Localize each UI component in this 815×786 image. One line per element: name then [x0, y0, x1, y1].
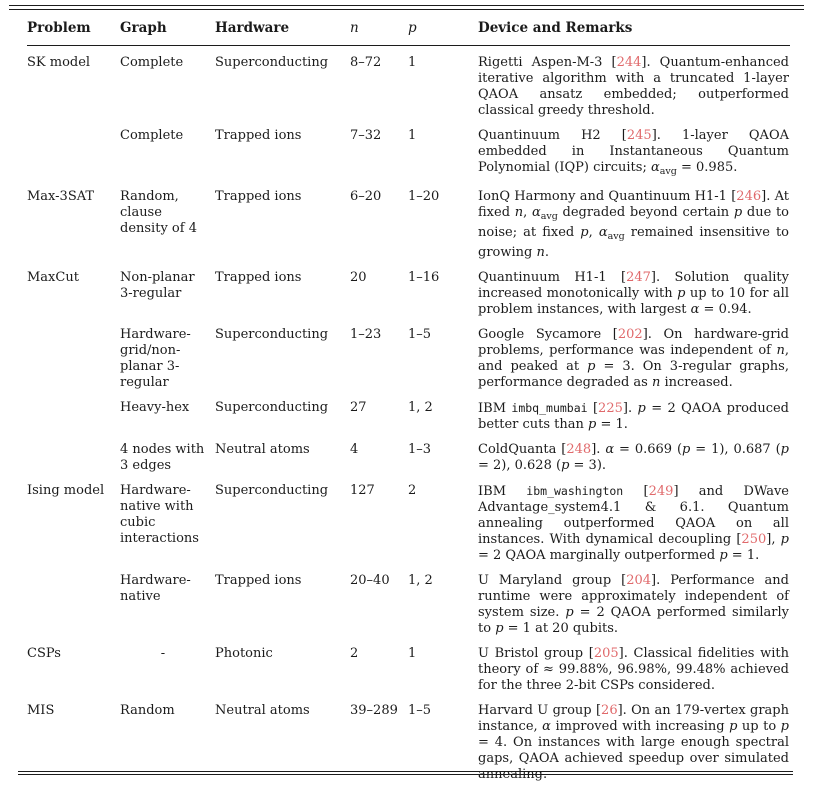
column-header-device-and-remarks: Device and Remarks [478, 19, 633, 36]
cell-graph: Non-planar 3-regular [120, 269, 195, 301]
cell-graph: Random [120, 702, 175, 718]
table-body [27, 45, 790, 786]
math-symbol: α [605, 441, 615, 457]
cell-remarks [478, 646, 790, 703]
cell-p: 1–5 [408, 326, 432, 342]
remark-text: ] and DWave Advantage_system4.1 & 6.1. Quantum annealing outperformed QAOA on all instances. With dynamical decoupling [ [478, 483, 789, 547]
cell-p: 1–5 [408, 702, 432, 718]
table-row [27, 442, 790, 483]
remark-text: = 2), 0.628 ( [478, 457, 562, 473]
cell-p: 1 [408, 127, 417, 143]
cell-problem: SK model [27, 54, 91, 70]
cell-n: 8–72 [350, 54, 382, 70]
cell-n: 4 [350, 441, 359, 457]
remark-text: IonQ Harmony and Quantinuum H1-1 [ [478, 188, 737, 204]
column-header-p: p [408, 19, 417, 36]
table-row [27, 573, 790, 646]
remark-text: U Bristol group [ [478, 645, 594, 661]
device-code: imbq_mumbai [511, 400, 588, 415]
cell-remarks [478, 442, 790, 483]
cell-hardware: Trapped ions [215, 188, 302, 204]
remark-text: up to 10 for all problem instances, with largest [478, 285, 789, 317]
citation-link[interactable]: 26 [601, 702, 618, 718]
remark-text: = 2 QAOA marginally outperformed [478, 547, 720, 563]
remark-text: ColdQuanta [ [478, 441, 567, 457]
math-symbol: p [780, 441, 789, 457]
citation-link[interactable]: 246 [736, 188, 762, 204]
table-row [27, 327, 790, 400]
remark-text: = 1 at 20 qubits. [503, 620, 619, 636]
cell-problem: CSPs [27, 645, 61, 661]
cell-hardware: Superconducting [215, 399, 329, 415]
remark-text: due to noise; at fixed [478, 204, 790, 240]
math-symbol: α [598, 224, 608, 240]
cell-p: 1 [408, 54, 417, 70]
remark-text: = 3. On 3-regular graphs, performance degraded as [478, 358, 789, 390]
table-row [27, 400, 790, 442]
cell-graph: Hardware-grid/non-planar 3-regular [120, 326, 191, 390]
cell-problem: Ising model [27, 482, 105, 498]
remark-text: Quantinuum H1-1 [ [478, 269, 627, 285]
math-symbol: p [719, 547, 728, 563]
cell-graph: Heavy-hex [120, 399, 190, 415]
citation-link[interactable]: 202 [617, 326, 643, 342]
remark-text: ]. At fixed [478, 188, 789, 220]
cell-n: 127 [350, 482, 375, 498]
remark-text: = 0.669 ( [614, 441, 683, 457]
math-symbol: α [531, 204, 541, 220]
cell-remarks [478, 483, 790, 573]
math-symbol: p [637, 400, 646, 416]
math-symbol: n [651, 374, 661, 390]
remark-text: up to [737, 718, 781, 734]
cell-hardware: Trapped ions [215, 572, 302, 588]
remark-text: ]. [591, 441, 606, 457]
subscript-label: avg [659, 165, 677, 177]
cell-p: 1–3 [408, 441, 432, 457]
remark-text: = 1), 0.687 ( [690, 441, 781, 457]
math-symbol: α [650, 159, 660, 175]
remark-text: ]. On an 179-vertex graph instance, [478, 702, 789, 734]
cell-graph: Hardware-native [120, 572, 191, 604]
remark-text: degraded beyond certain [557, 204, 734, 220]
cell-p: 1, 2 [408, 572, 433, 588]
cell-graph: Complete [120, 127, 184, 143]
subscript-label: avg [540, 210, 558, 222]
table-row [27, 45, 790, 128]
remark-text: , and peaked at [478, 342, 789, 374]
table-row [27, 270, 790, 327]
citation-link[interactable]: 204 [626, 572, 652, 588]
remark-text: ]. Classical fidelities with theory of ≈ 99.88%, 96.98%, 99.48% achieved for the three 2-bit CSPs considered. [478, 645, 789, 693]
citation-link[interactable]: 245 [626, 127, 652, 143]
cell-n: 7–32 [350, 127, 382, 143]
cell-hardware: Superconducting [215, 326, 329, 342]
cell-problem: Max-3SAT [27, 188, 95, 204]
cell-remarks [478, 270, 790, 327]
column-header-hardware: Hardware [215, 19, 290, 36]
remark-text: , [588, 224, 599, 240]
remark-text: [ [623, 483, 649, 499]
math-symbol: p [565, 604, 574, 620]
remark-text: = 1. [596, 416, 628, 432]
citation-link[interactable]: 247 [626, 269, 651, 285]
math-symbol: p [780, 531, 789, 547]
table-row [27, 128, 790, 189]
math-symbol: p [495, 620, 504, 636]
remark-text: = 4. On instances with large enough spectral gaps, QAOA achieved speedup over simulated annealing. [478, 734, 789, 782]
cell-graph: Hardware-native with cubic interactions [120, 482, 199, 546]
cell-hardware: Photonic [215, 645, 273, 661]
remark-text: increased. [660, 374, 733, 390]
column-header-n: n [350, 19, 359, 36]
table-row [27, 189, 790, 270]
remark-text: = 1. [727, 547, 760, 563]
cell-problem [27, 400, 120, 442]
math-symbol: p [561, 457, 570, 473]
cell-n: 6–20 [350, 188, 382, 204]
cell-hardware: Superconducting [215, 482, 329, 498]
remark-text: IBM [478, 400, 512, 416]
remark-text: . [544, 244, 549, 260]
table-bottom-rule [18, 771, 793, 776]
cell-hardware: Superconducting [215, 54, 329, 70]
remark-text: = 0.985. [676, 159, 738, 175]
header-row [27, 10, 790, 46]
math-symbol: n [514, 204, 524, 220]
remark-text: IBM [478, 483, 527, 499]
cell-remarks [478, 400, 790, 442]
cell-p: 1 [408, 645, 417, 661]
remark-text: ]. Quantum-enhanced iterative algorithm with a truncated 1-layer QAOA ansatz embedded; outperformed classical greedy threshold. [478, 54, 789, 118]
remark-text: Harvard U group [ [478, 702, 602, 718]
cell-p: 1–20 [408, 188, 440, 204]
cell-p: 2 [408, 482, 417, 498]
cell-n: 2 [350, 645, 359, 661]
cell-p: 1–16 [408, 269, 440, 285]
cell-graph: Random, clause density of 4 [120, 188, 197, 236]
cell-problem [27, 573, 120, 646]
subscript-label: avg [607, 230, 625, 242]
remark-text: ]. [622, 400, 638, 416]
table-row [27, 483, 790, 573]
cell-problem: MaxCut [27, 269, 79, 285]
remark-text: Quantinuum H2 [ [478, 127, 627, 143]
table-row [27, 646, 790, 703]
citation-link[interactable]: 248 [566, 441, 592, 457]
remark-text: = 2 QAOA performed similarly to [478, 604, 789, 636]
cell-problem [27, 442, 120, 483]
remark-text: Google Sycamore [ [478, 326, 618, 342]
math-symbol: p [580, 224, 589, 240]
remark-text: = 0.94. [699, 301, 752, 317]
cell-n: 27 [350, 399, 367, 415]
cell-p: 1, 2 [408, 399, 433, 415]
column-header-problem: Problem [27, 19, 91, 36]
remark-text: ]. Performance and runtime were approximately independent of system size. [478, 572, 789, 620]
remark-text: = 2 QAOA produced better cuts than [478, 400, 789, 432]
remark-text: improved with increasing [550, 718, 730, 734]
cell-graph: Complete [120, 54, 184, 70]
citation-link[interactable]: 250 [741, 531, 767, 547]
remark-text: = 3). [569, 457, 607, 473]
results-table [27, 10, 790, 786]
cell-remarks [478, 327, 790, 400]
cell-n: 20 [350, 269, 367, 285]
math-symbol: n [536, 244, 545, 260]
cell-remarks [478, 573, 790, 646]
cell-hardware: Neutral atoms [215, 441, 310, 457]
math-symbol: α [690, 301, 700, 317]
remark-text: ]. Solution quality increased monotonically with [478, 269, 789, 301]
math-symbol: p [587, 358, 596, 374]
citation-link[interactable]: 249 [648, 483, 674, 499]
cell-remarks [478, 45, 790, 128]
citation-link[interactable]: 225 [598, 400, 623, 416]
remark-text: ]. 1-layer QAOA embedded in Instantaneous Quantum Polynomial (IQP) circuits; [478, 127, 789, 175]
math-symbol: p [729, 718, 738, 734]
math-symbol: n [776, 342, 785, 358]
device-code: ibm_washington [526, 483, 624, 498]
citation-link[interactable]: 205 [593, 645, 619, 661]
cell-remarks [478, 128, 790, 189]
remark-text: [ [587, 400, 599, 416]
cell-hardware: Trapped ions [215, 127, 302, 143]
remark-text: , [523, 204, 532, 220]
remark-text: U Maryland group [ [478, 572, 627, 588]
cell-n: 39–289 [350, 702, 398, 718]
math-symbol: p [733, 204, 743, 220]
math-symbol: α [542, 718, 551, 734]
cell-remarks [478, 189, 790, 270]
cell-problem: MIS [27, 702, 55, 718]
math-symbol: p [682, 441, 691, 457]
cell-graph: - [160, 645, 166, 661]
cell-n: 20–40 [350, 572, 390, 588]
cell-graph: 4 nodes with 3 edges [120, 441, 205, 473]
math-symbol: p [588, 416, 597, 432]
remark-text: ], [766, 531, 781, 547]
remark-text: remained insensitive to growing [478, 224, 789, 260]
cell-hardware: Neutral atoms [215, 702, 310, 718]
cell-hardware: Trapped ions [215, 269, 302, 285]
citation-link[interactable]: 244 [616, 54, 642, 70]
remark-text: ]. On hardware-grid problems, performance was independent of [478, 326, 790, 358]
remark-text: Rigetti Aspen-M-3 [ [478, 54, 617, 70]
cell-problem [27, 128, 120, 189]
column-header-graph: Graph [120, 19, 167, 36]
math-symbol: p [677, 285, 686, 301]
math-symbol: p [780, 718, 789, 734]
cell-problem [27, 327, 120, 400]
cell-n: 1–23 [350, 326, 382, 342]
